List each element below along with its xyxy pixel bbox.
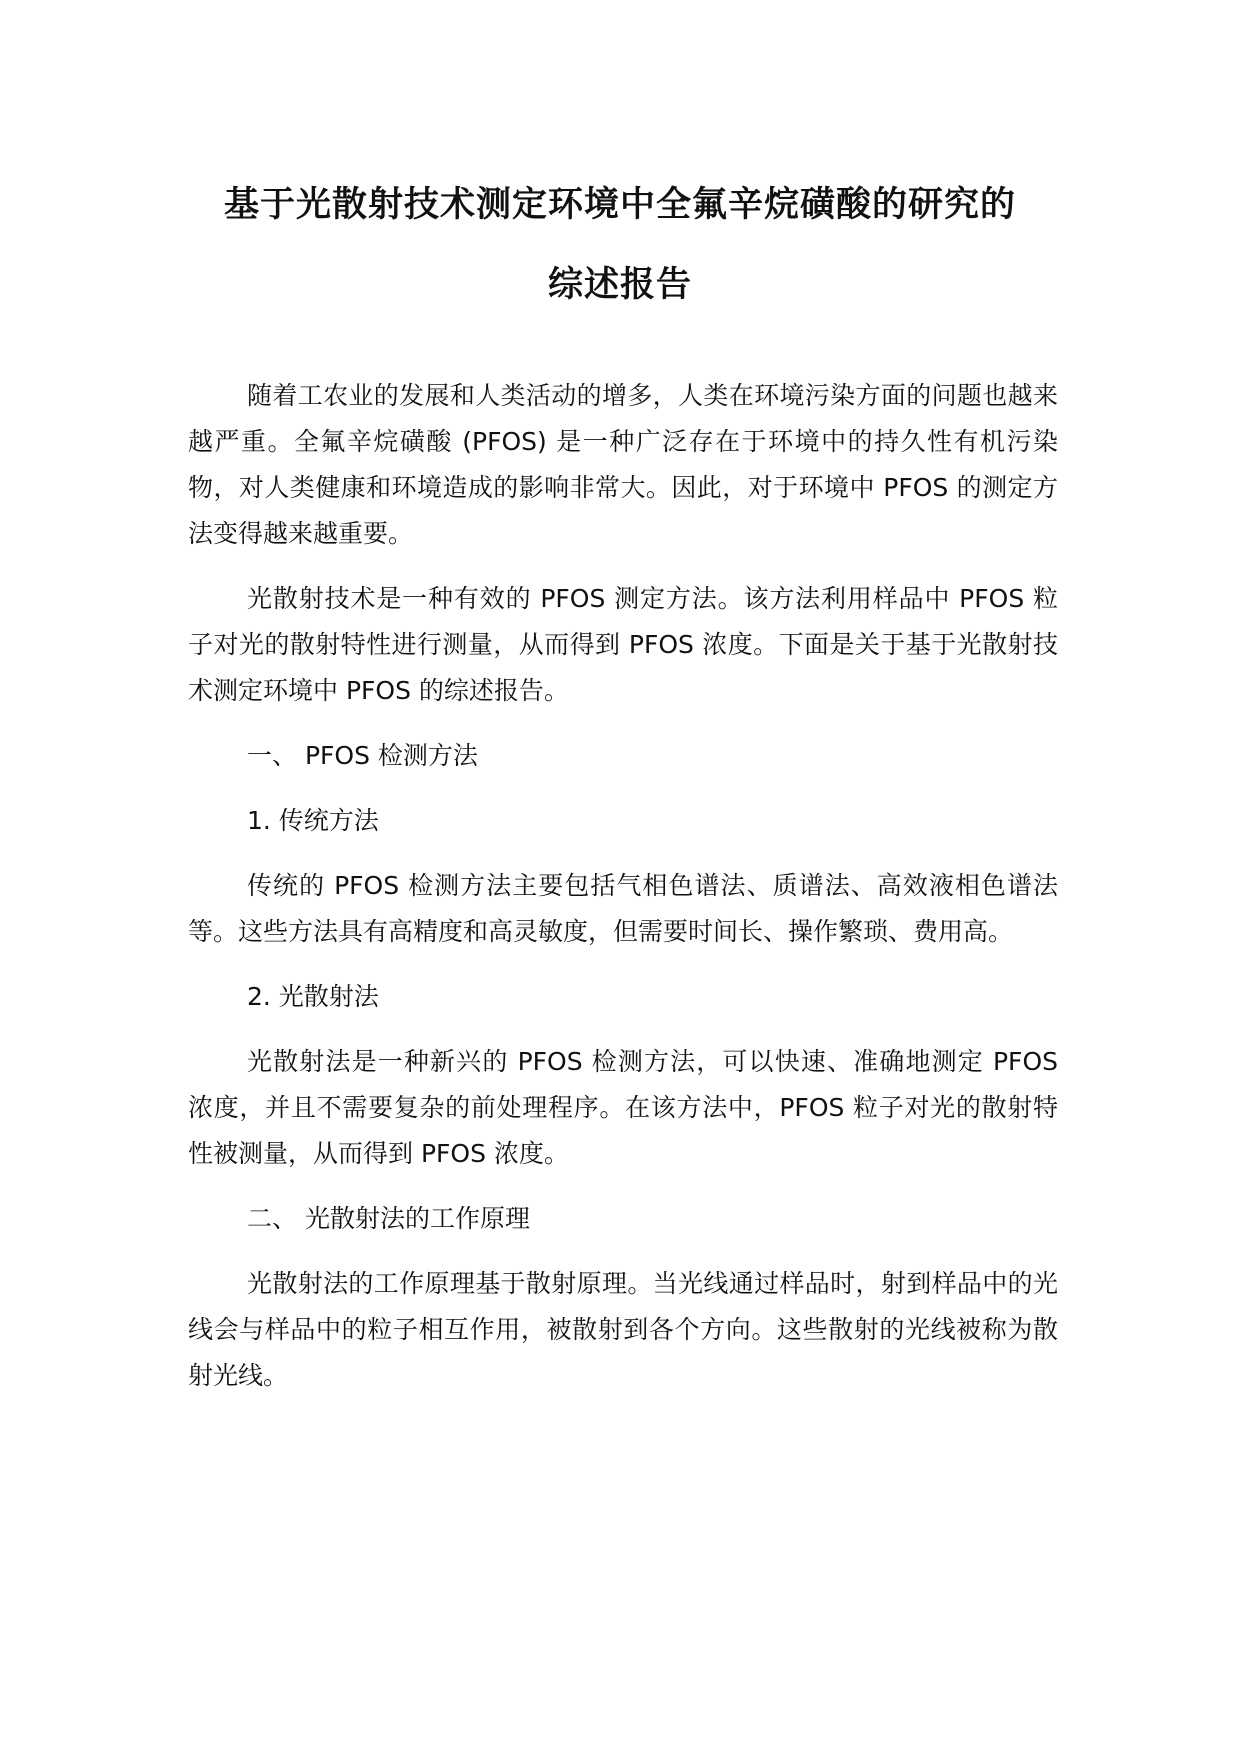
paragraph-working-principle: 光散射法的工作原理基于散射原理。当光线通过样品时，射到样品中的光线会与样品中的粒子相互作用，被散射到各个方向。这些散射的光线被称为散射光线。 [188,1269,1058,1390]
document-body [188,373,1058,1418]
paragraph-intro: 随着工农业的发展和人类活动的增多，人类在环境污染方面的问题也越来越严重。全氟辛烷磺酸 (PFOS) 是一种广泛存在于环境中的持久性有机污染物，对人类健康和环境造成的影响非常大。因此，对于环境中 PFOS 的测定方法变得越来越重要。 [188,381,1058,548]
subsection-heading-traditional-methods: 1. 传统方法 [247,806,379,835]
paragraph-light-scattering-overview: 光散射技术是一种有效的 PFOS 测定方法。该方法利用样品中 PFOS 粒子对光的散射特性进行测量，从而得到 PFOS 浓度。下面是关于基于光散射技术测定环境中 PFOS 的综述报告。 [188,584,1058,705]
section-heading-detection-methods: 一、 PFOS 检测方法 [247,741,478,770]
section-heading-working-principle: 二、 光散射法的工作原理 [247,1204,530,1233]
document-title-line-1: 基于光散射技术测定环境中全氟辛烷磺酸的研究的 [223,185,1016,225]
paragraph-light-scattering-method: 光散射法是一种新兴的 PFOS 检测方法，可以快速、准确地测定 PFOS 浓度，并且不需要复杂的前处理程序。在该方法中，PFOS 粒子对光的散射特性被测量，从而得到 PFOS 浓度。 [188,1047,1058,1168]
subsection-heading-light-scattering-method: 2. 光散射法 [247,982,379,1011]
paragraph-traditional-methods: 传统的 PFOS 检测方法主要包括气相色谱法、质谱法、高效液相色谱法等。这些方法具有高精度和高灵敏度，但需要时间长、操作繁琐、费用高。 [188,871,1058,946]
document-title-line-2: 综述报告 [547,265,692,305]
